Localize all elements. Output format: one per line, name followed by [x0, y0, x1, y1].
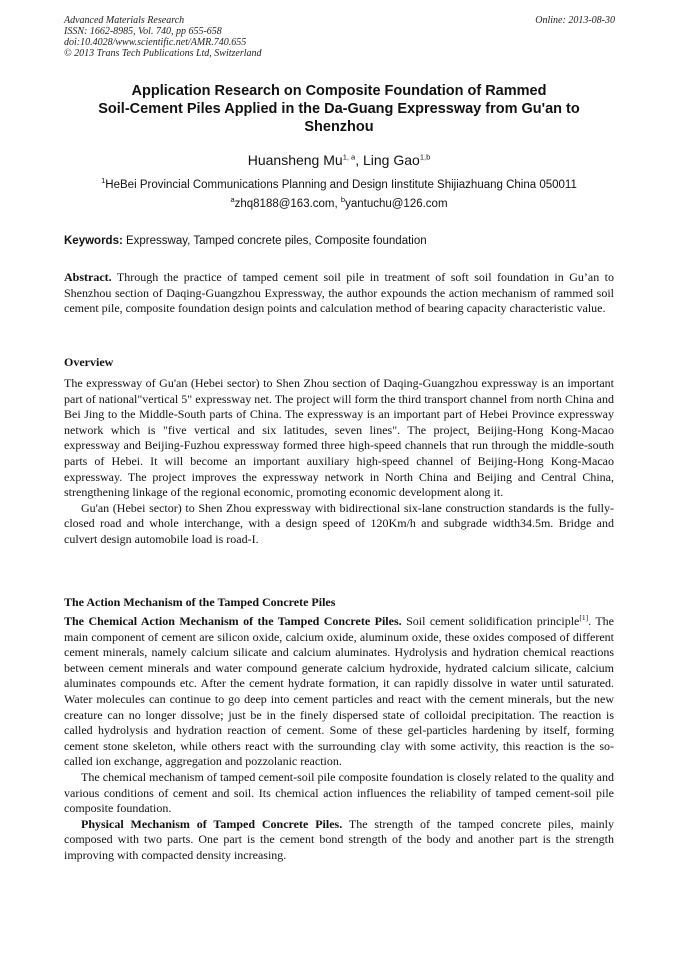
keywords-text: Expressway, Tamped concrete piles, Composite foundation [122, 235, 427, 247]
title-line-1: Application Research on Composite Foundation of Rammed [131, 83, 547, 99]
citation-ref-1[interactable]: [1] [579, 613, 589, 622]
journal-header [64, 15, 262, 59]
action-mechanism-section [64, 614, 614, 864]
chemical-mechanism-text-b: . The main component of cement are silicon oxide, calcium oxide, aluminum oxide, these oxides composed of different cement minerals, namely calcium silicate and calcium aluminates. Hydrolysis and hydration chemical reactions between cement minerals and water compound generate calcium hydroxide, hydrated calcium silicate, calcium aluminates compounds etc. After the cement hydrate formation, it can rapidly dissolve in water until saturated. Water molecules can continue to go deep into cement particles and react with the cement minerals, but the new creature can no longer dissolve; just be in the finely dispersed state of colloidal precipitation. The reaction is called hydrolysis and hydration reaction of cement. Some of these gel-particles hardening by itself, forming cement stone skeleton, while others react with the surrounding clay with some activity, this reaction is the so-called ion exchange, aggregation and pozzolanic reaction. [64, 614, 614, 769]
overview-paragraph-1: The expressway of Gu'an (Hebei sector) to Shen Zhou section of Daqing-Guangzhou expressway is an important part of national"vertical 5" expressway net. The project will form the third transport channel from north China and Bei Jing to the Middle-South parts of China. The expressway is an important part of Hebei Province expressway network which is "five vertical and six latitudes, seven lines". The project, Beijing-Hong Kong-Macao expressway and Beijing-Fuzhou expressway formed three high-speed channels that run through the middle-south parts of Hebei. It will become an important auxiliary high-speed channel of Beijing-Hong Kong-Macao expressway. The project improves the expressway network in North China and Beijing and Central China, strengthening linkage of the regional economic, promoting economic development along it. [64, 376, 614, 500]
author-1: Huansheng Mu [247, 152, 343, 168]
action-mechanism-heading: The Action Mechanism of the Tamped Concrete Piles [64, 595, 336, 609]
chemical-mechanism-lead: The Chemical Action Mechanism of the Tamped Concrete Piles. [64, 614, 402, 628]
email-b[interactable]: yantuchu@126.com [345, 198, 448, 210]
affiliation-number: 1 [101, 176, 106, 186]
title-line-2: Soil-Cement Piles Applied in the Da-Guang Expressway from Gu'an to [98, 101, 580, 117]
paper-title [40, 82, 638, 136]
author-list [40, 152, 638, 168]
physical-mechanism-text: The strength of the tamped concrete piles, mainly composed with two parts. One part is the cement bond strength of the body and another part is the strength improving with compacted density increasing. [64, 816, 615, 862]
author-emails [40, 197, 638, 211]
doi-line: doi:10.4028/www.scientific.net/AMR.740.655 [64, 37, 247, 48]
email-b-marker: b [340, 195, 346, 205]
overview-section [64, 376, 614, 548]
author-2-affil: 1,b [419, 152, 431, 162]
chemical-mechanism-paragraph-2: The chemical mechanism of tamped cement-soil pile composite foundation is closely related to the quality and various conditions of cement and soil. Its chemical action influences the reliability of tamped cement-soil pile composite foundation. [64, 769, 614, 816]
email-a[interactable]: zhq8188@163.com, [234, 198, 341, 210]
journal-name: Advanced Materials Research [64, 15, 185, 26]
abstract-label: Abstract. [64, 270, 112, 284]
online-date: Online: 2013-08-30 [535, 15, 615, 26]
keywords-label: Keywords: [64, 235, 123, 247]
physical-mechanism-paragraph [64, 817, 614, 864]
chemical-mechanism-text-a: Soil cement solidification principle [401, 614, 580, 628]
title-line-3: Shenzhou [304, 119, 374, 135]
author-1-affil: 1, a [342, 152, 356, 162]
keywords [64, 234, 614, 248]
abstract [64, 270, 614, 317]
author-2: Ling Gao [362, 152, 420, 168]
affiliation-text: HeBei Provincial Communications Planning and Design Iinstitute Shijiazhuang China 050011 [105, 179, 577, 191]
email-a-marker: a [230, 195, 235, 205]
issn-line: ISSN: 1662-8985, Vol. 740, pp 655-658 [64, 26, 222, 37]
abstract-text: Through the practice of tamped cement soil pile in treatment of soft soil foundation in Gu’an to Shenzhou section of Daqing-Guangzhou Expressway, the author expounds the action mechanism of rammed soil cement pile, composite foundation design points and calculation method of bearing capacity characteristic value. [64, 270, 614, 316]
copyright-line: © 2013 Trans Tech Publications Ltd, Switzerland [64, 48, 262, 59]
chemical-mechanism-paragraph [64, 614, 614, 770]
author-separator: , [355, 152, 363, 168]
overview-heading: Overview [64, 355, 114, 369]
physical-mechanism-lead: Physical Mechanism of Tamped Concrete Piles. [81, 816, 343, 831]
overview-paragraph-2: Gu'an (Hebei sector) to Shen Zhou expressway with bidirectional six-lane construction standards is the fully-closed road and whole interchange, with a design speed of 120Km/h and subgrade width34.5m. Bridge and culvert design automobile load is road-I. [64, 500, 614, 546]
affiliation [40, 178, 638, 192]
